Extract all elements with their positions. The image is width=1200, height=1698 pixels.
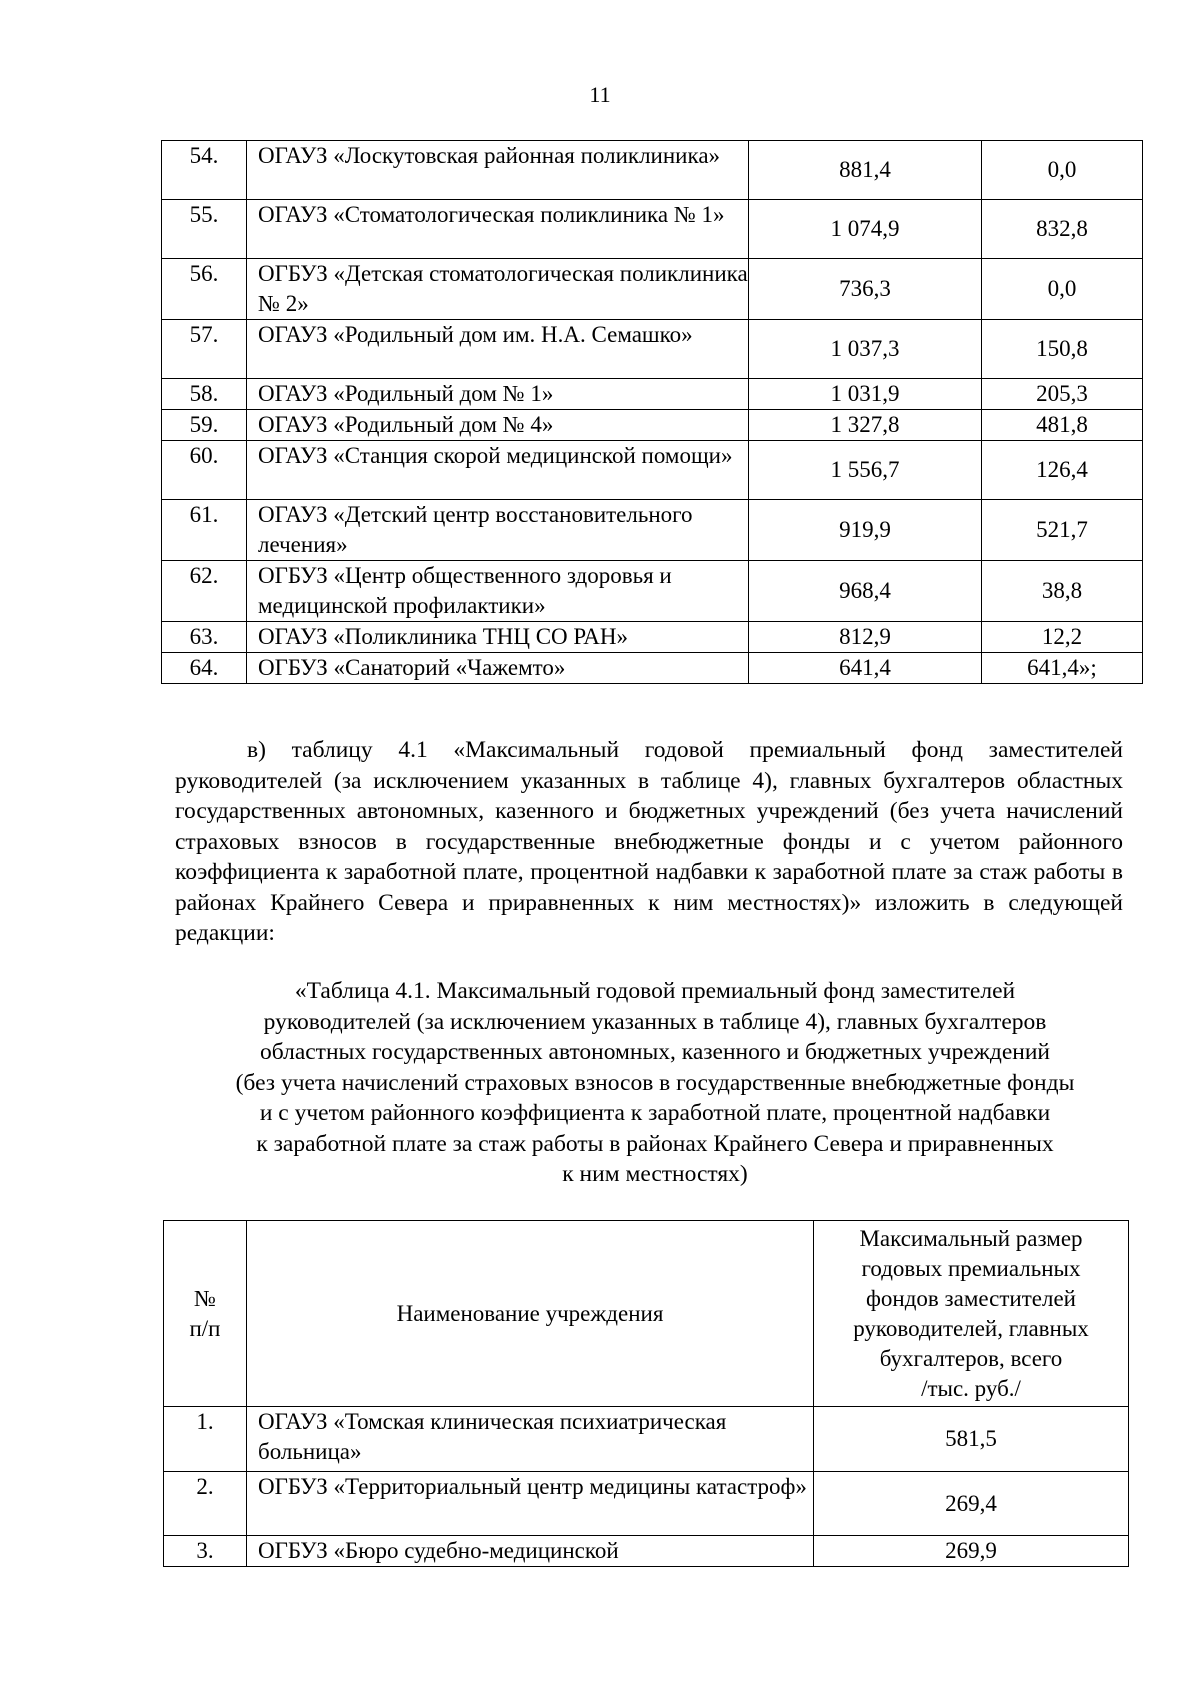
table-row (162, 500, 1143, 561)
table-row (164, 1407, 1129, 1472)
table-row (162, 410, 1143, 441)
value-second: 205,3 (982, 379, 1143, 410)
caption-line: «Таблица 4.1. Максимальный годовой премиальный фонд заместителей (294, 978, 1016, 1004)
row-number: 62. (162, 561, 247, 622)
row-number: 58. (162, 379, 247, 410)
row-number: 59. (162, 410, 247, 441)
caption-line: (без учета начислений страховых взносов в государственные внебюджетные фонды (235, 1069, 1075, 1096)
header-value-line: /тыс. руб./ (921, 1375, 1021, 1401)
value-total: 1 037,3 (749, 320, 982, 379)
value-total: 641,4 (749, 653, 982, 684)
value-total: 1 031,9 (749, 379, 982, 410)
row-number: 57. (162, 320, 247, 379)
header-number-label: п/п (189, 1315, 221, 1341)
institution-name: ОГБУЗ «Территориальный центр медицины катастроф» (247, 1472, 814, 1536)
value-total: 1 327,8 (749, 410, 982, 441)
value-second: 0,0 (982, 141, 1143, 200)
institutions-table-continued (161, 140, 1143, 684)
premium-value: 581,5 (814, 1407, 1129, 1472)
institution-name: ОГБУЗ «Санаторий «Чажемто» (247, 653, 749, 684)
value-second: 0,0 (982, 259, 1143, 320)
table-row (162, 141, 1143, 200)
premium-value: 269,9 (814, 1536, 1129, 1567)
value-total: 968,4 (749, 561, 982, 622)
page-number: 11 (589, 82, 611, 107)
row-number: 61. (162, 500, 247, 561)
institution-name: ОГАУЗ «Томская клиническая психиатрическая больница» (247, 1407, 814, 1472)
value-second: 12,2 (982, 622, 1143, 653)
header-value-line: фондов заместителей (866, 1285, 1076, 1311)
value-total: 881,4 (749, 141, 982, 200)
table-row (162, 653, 1143, 684)
row-number: 54. (162, 141, 247, 200)
table-row (164, 1536, 1129, 1567)
table-row (162, 379, 1143, 410)
institution-name: ОГБУЗ «Детская стоматологическая поликлиника № 2» (247, 259, 749, 320)
institution-name: ОГБУЗ «Центр общественного здоровья и медицинской профилактики» (247, 561, 749, 622)
institution-name: ОГАУЗ «Стоматологическая поликлиника № 1» (247, 200, 749, 259)
table-row (164, 1472, 1129, 1536)
value-total: 919,9 (749, 500, 982, 561)
table-row (162, 441, 1143, 500)
premium-fund-table (163, 1220, 1129, 1567)
amendment-paragraph: в) таблицу 4.1 «Максимальный годовой премиальный фонд заместителей руководителей (за исключением указанных в таблице 4), главных бухгалтеров областных государственных автономных, казенного и бюджетных учреждений (без учета начислений страховых взносов в государственные внебюджетные фонды и с учетом районного коэффициента к заработной плате, процентной надбавки к заработной плате за стаж работы в районах Крайнего Севера и приравненных к ним местностях)» изложить в следующей редакции: (175, 737, 1123, 946)
value-second: 641,4»; (982, 653, 1143, 684)
row-number: 64. (162, 653, 247, 684)
row-number: 1. (164, 1407, 247, 1472)
institution-name: ОГБУЗ «Бюро судебно-медицинской (247, 1536, 814, 1567)
institution-name: ОГАУЗ «Родильный дом № 4» (247, 410, 749, 441)
table-caption (160, 976, 1150, 1190)
institution-name: ОГАУЗ «Станция скорой медицинской помощи» (247, 441, 749, 500)
header-value-line: годовых премиальных (861, 1255, 1081, 1281)
value-second: 38,8 (982, 561, 1143, 622)
value-second: 150,8 (982, 320, 1143, 379)
table-row (162, 561, 1143, 622)
table-row (162, 320, 1143, 379)
header-value (814, 1221, 1129, 1407)
institution-name: ОГАУЗ «Детский центр восстановительного лечения» (247, 500, 749, 561)
header-value-line: руководителей, главных (853, 1315, 1089, 1341)
header-number-symbol: № (194, 1285, 216, 1311)
institution-name: ОГАУЗ «Лоскутовская районная поликлиника» (247, 141, 749, 200)
header-name: Наименование учреждения (247, 1221, 814, 1407)
row-number: 3. (164, 1536, 247, 1567)
table-header-row (164, 1221, 1129, 1407)
institution-name: ОГАУЗ «Родильный дом им. Н.А. Семашко» (247, 320, 749, 379)
value-total: 812,9 (749, 622, 982, 653)
row-number: 2. (164, 1472, 247, 1536)
row-number: 56. (162, 259, 247, 320)
caption-line: руководителей (за исключением указанных в таблице 4), главных бухгалтеров (263, 1008, 1047, 1035)
value-second: 832,8 (982, 200, 1143, 259)
header-value-line: Максимальный размер (859, 1225, 1083, 1251)
value-total: 736,3 (749, 259, 982, 320)
premium-value: 269,4 (814, 1472, 1129, 1536)
table-row (162, 259, 1143, 320)
caption-line: и с учетом районного коэффициента к заработной плате, процентной надбавки (259, 1100, 1051, 1126)
caption-line: к заработной плате за стаж работы в районах Крайнего Севера и приравненных (256, 1130, 1054, 1157)
caption-line: к ним местностях) (562, 1161, 748, 1187)
institution-name: ОГАУЗ «Поликлиника ТНЦ СО РАН» (247, 622, 749, 653)
table-row (162, 200, 1143, 259)
table-row (162, 622, 1143, 653)
header-value-line: бухгалтеров, всего (879, 1345, 1063, 1371)
value-second: 481,8 (982, 410, 1143, 441)
institution-name: ОГАУЗ «Родильный дом № 1» (247, 379, 749, 410)
row-number: 63. (162, 622, 247, 653)
value-total: 1 074,9 (749, 200, 982, 259)
caption-line: областных государственных автономных, казенного и бюджетных учреждений (259, 1039, 1051, 1065)
header-number (164, 1221, 247, 1407)
row-number: 55. (162, 200, 247, 259)
value-second: 521,7 (982, 500, 1143, 561)
row-number: 60. (162, 441, 247, 500)
value-second: 126,4 (982, 441, 1143, 500)
value-total: 1 556,7 (749, 441, 982, 500)
